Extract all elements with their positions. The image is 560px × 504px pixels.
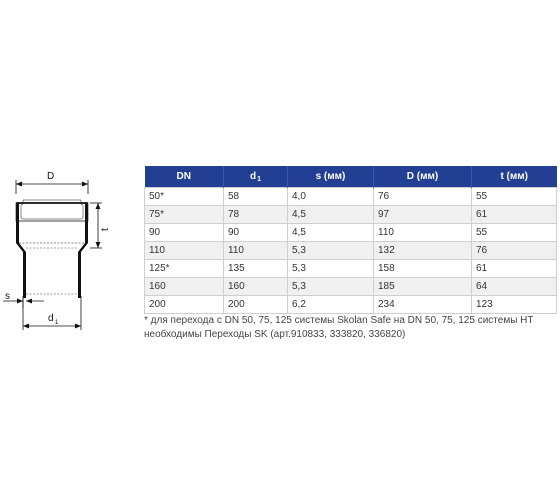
label-d1: d (48, 313, 54, 324)
cell-d-outer: 76 (374, 188, 472, 206)
cell-s: 5,3 (288, 278, 374, 296)
pipe-socket-diagram (0, 168, 130, 338)
header-dn: DN (145, 166, 224, 188)
table-row (145, 260, 557, 278)
label-d1-sub: 1 (55, 320, 59, 326)
label-s: s (5, 291, 10, 302)
cell-s: 5,3 (288, 260, 374, 278)
cell-dn: 160 (145, 278, 224, 296)
cell-t: 55 (472, 224, 557, 242)
cell-dn: 90 (145, 224, 224, 242)
cell-d1: 90 (224, 224, 288, 242)
cell-t: 61 (472, 206, 557, 224)
cell-d-outer: 158 (374, 260, 472, 278)
cell-d1: 160 (224, 278, 288, 296)
cell-d-outer: 234 (374, 296, 472, 314)
cell-t: 123 (472, 296, 557, 314)
table-row (145, 242, 557, 260)
cell-dn: 200 (145, 296, 224, 314)
cell-t: 76 (472, 242, 557, 260)
table-row (145, 224, 557, 242)
cell-d1: 78 (224, 206, 288, 224)
header-s: s (мм) (288, 166, 374, 188)
cell-dn: 50* (145, 188, 224, 206)
dimension-d-outer (16, 180, 88, 194)
cell-d1: 110 (224, 242, 288, 260)
table-row (145, 188, 557, 206)
cell-s: 4,5 (288, 206, 374, 224)
table-row (145, 206, 557, 224)
cell-s: 6,2 (288, 296, 374, 314)
table-row (145, 278, 557, 296)
cell-d-outer: 110 (374, 224, 472, 242)
footnote (144, 314, 558, 342)
cell-dn: 75* (145, 206, 224, 224)
cell-t: 64 (472, 278, 557, 296)
cell-dn: 125* (145, 260, 224, 278)
cell-d-outer: 97 (374, 206, 472, 224)
dimension-t (90, 203, 102, 248)
cell-d1: 135 (224, 260, 288, 278)
cell-d1: 58 (224, 188, 288, 206)
cell-s: 4,5 (288, 224, 374, 242)
cell-dn: 110 (145, 242, 224, 260)
cell-d1: 200 (224, 296, 288, 314)
footnote-line-1: * для перехода с DN 50, 75, 125 системы Skolan Safe на DN 50, 75, 125 системы HT (144, 315, 534, 326)
label-t: t (100, 228, 111, 231)
table-header-row (145, 166, 557, 188)
pipe-walls (23, 256, 81, 298)
header-d1: $d_1$ (224, 166, 288, 188)
table-row (145, 296, 557, 314)
cell-d-outer: 185 (374, 278, 472, 296)
cell-s: 4,0 (288, 188, 374, 206)
socket-outline (16, 200, 88, 221)
dimensions-table (144, 166, 557, 314)
label-d-outer: D (47, 171, 55, 182)
header-t: t (мм) (472, 166, 557, 188)
cell-d-outer: 132 (374, 242, 472, 260)
footnote-line-2: необходимы Переходы SK (арт.910833, 333820, 336820) (144, 329, 406, 340)
cell-t: 61 (472, 260, 557, 278)
header-d-outer: D (мм) (374, 166, 472, 188)
socket-taper (16, 221, 88, 256)
cell-t: 55 (472, 188, 557, 206)
cell-s: 5,3 (288, 242, 374, 260)
